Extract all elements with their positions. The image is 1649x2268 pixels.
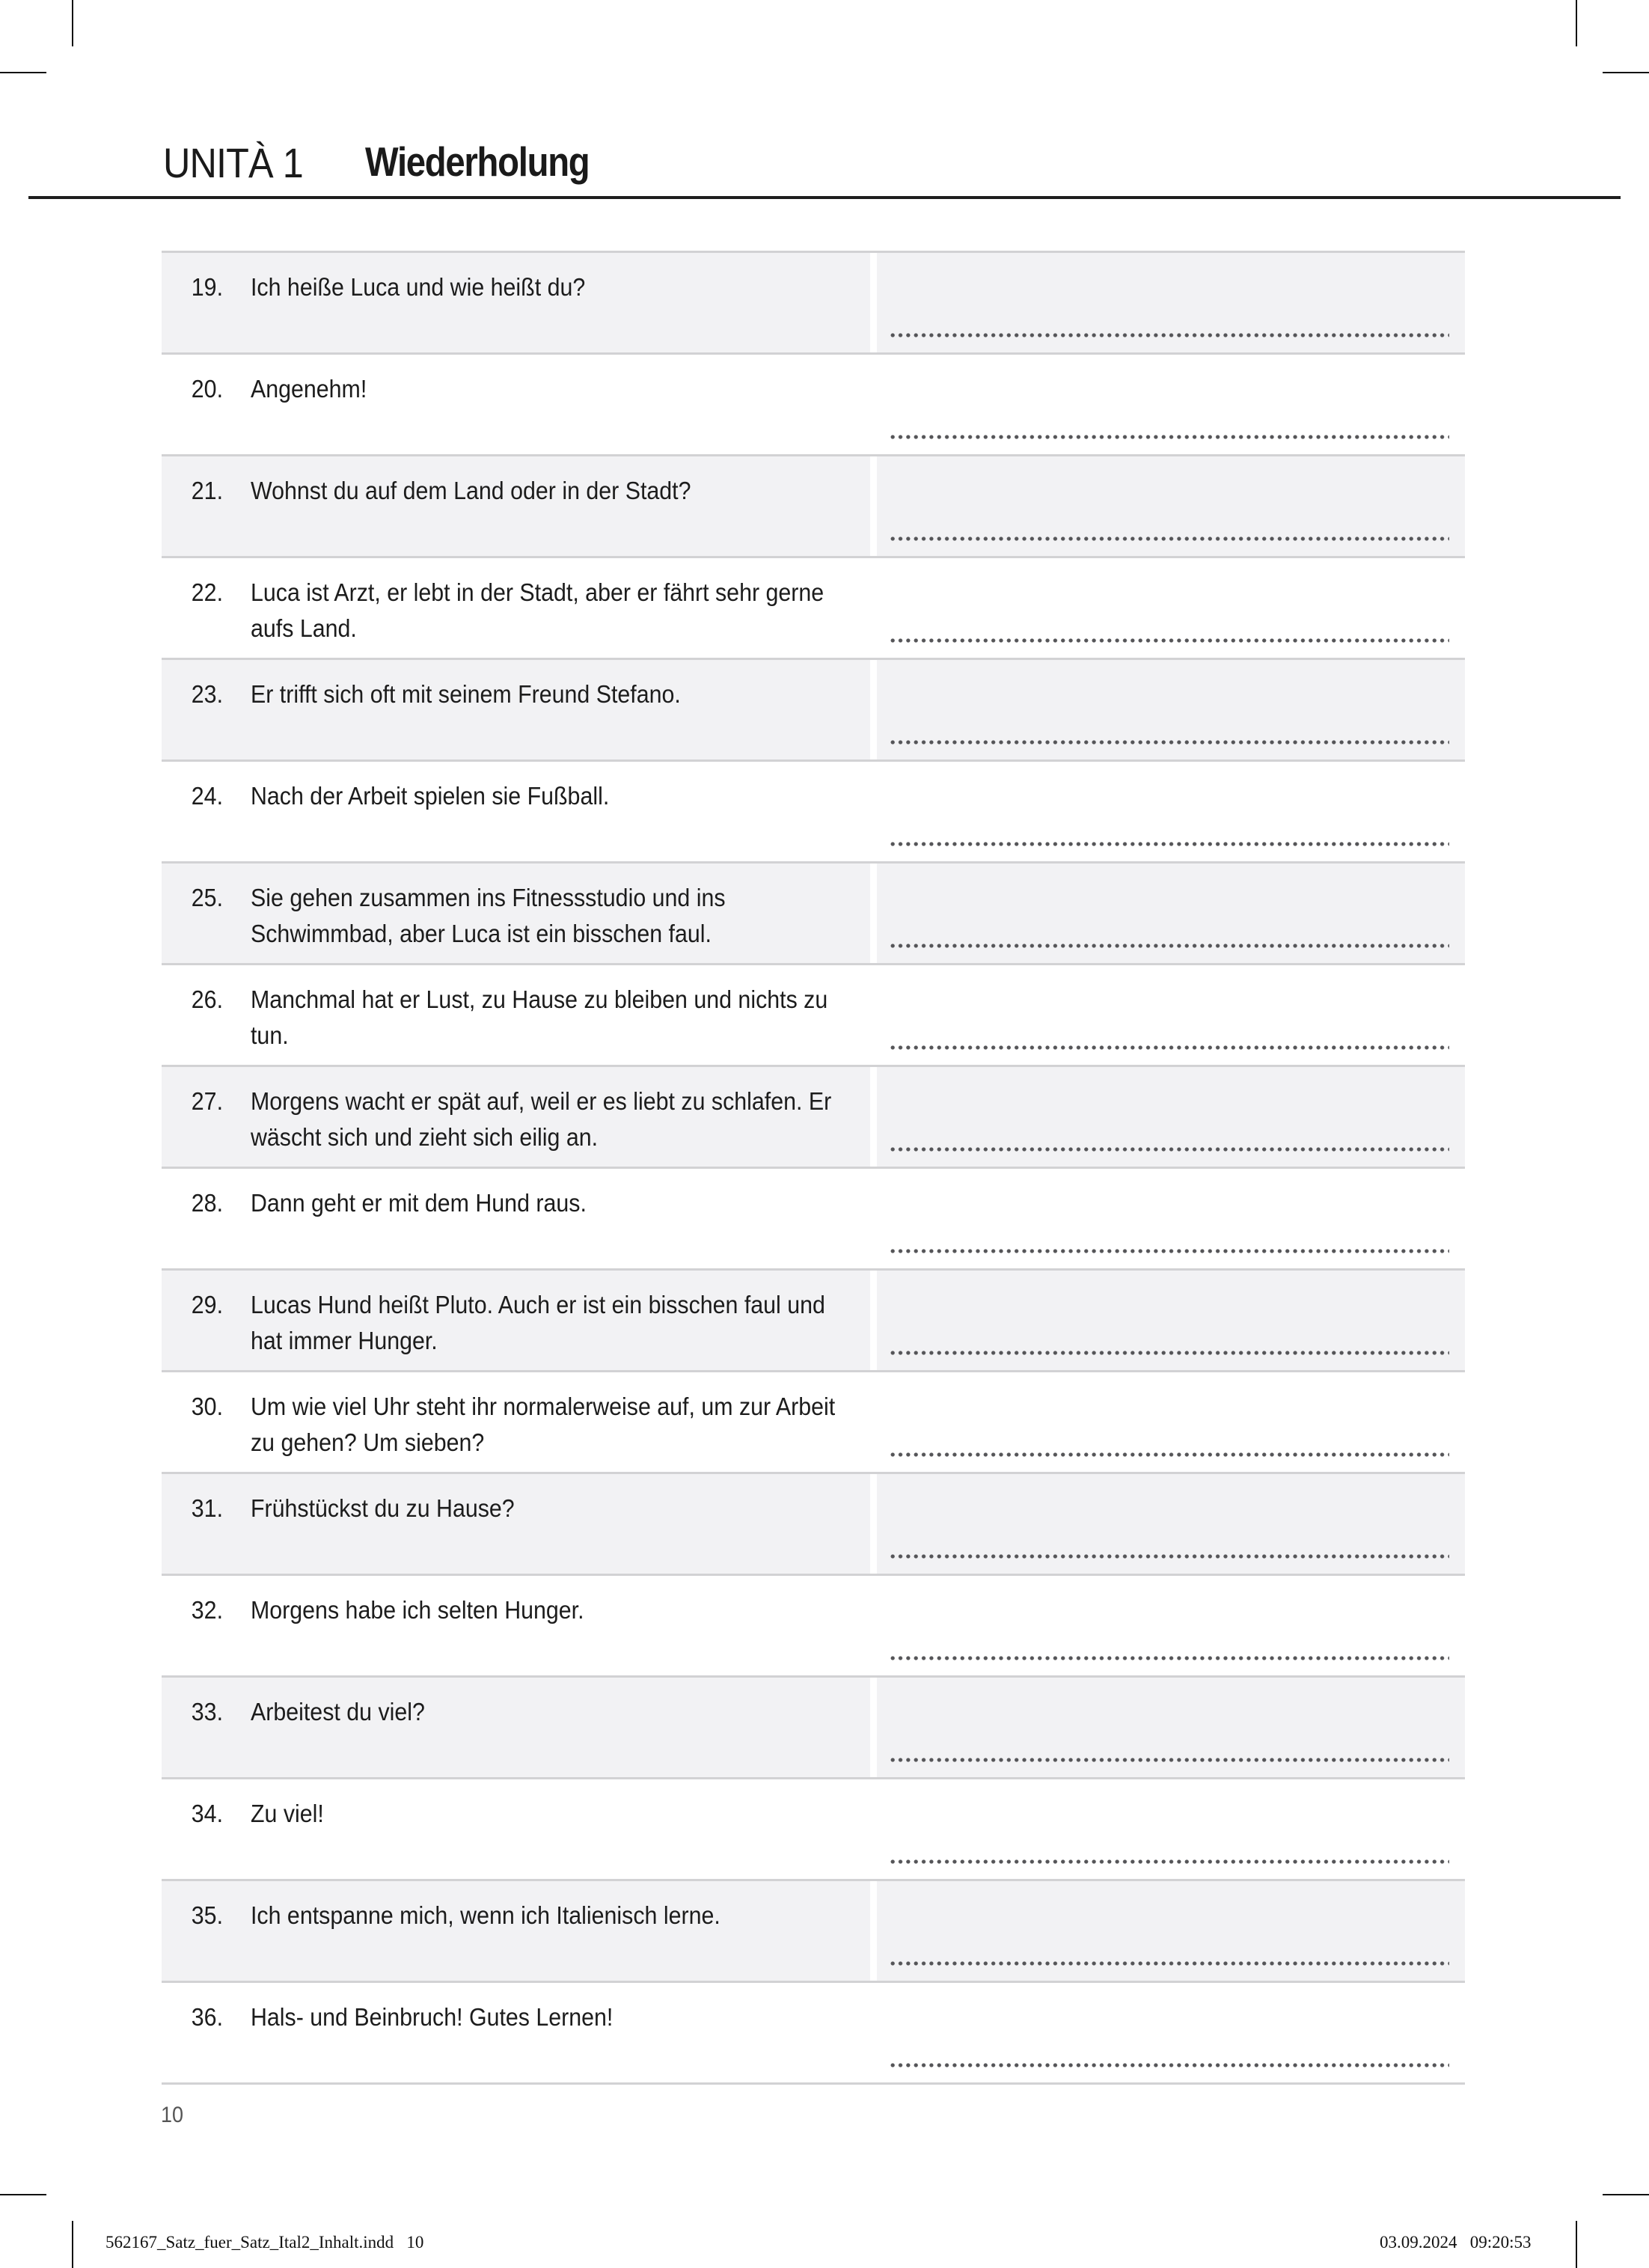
answer-cell[interactable] bbox=[877, 1983, 1465, 2082]
sentence-cell bbox=[162, 558, 870, 658]
answer-cell[interactable] bbox=[877, 1372, 1465, 1472]
table-row bbox=[162, 1879, 1465, 1981]
sentence-cell bbox=[162, 965, 870, 1065]
answer-cell[interactable] bbox=[877, 456, 1465, 556]
answer-dotted-line[interactable] bbox=[889, 435, 1449, 439]
table-row bbox=[162, 352, 1465, 454]
table-row bbox=[162, 1472, 1465, 1574]
answer-cell[interactable] bbox=[877, 762, 1465, 861]
exercise-table bbox=[162, 251, 1465, 2085]
table-row bbox=[162, 1167, 1465, 1268]
sentence-text: Lucas Hund heißt Pluto. Auch er ist ein bisschen faul und hat immer Hunger. bbox=[251, 1291, 825, 1354]
item-number: 23. bbox=[191, 680, 223, 708]
item-number: 22. bbox=[191, 578, 223, 606]
sentence-text: Morgens wacht er spät auf, weil er es liebt zu schlafen. Er wäscht sich und zieht sich eilig an. bbox=[251, 1087, 832, 1151]
item-number: 28. bbox=[191, 1189, 223, 1217]
answer-cell[interactable] bbox=[877, 1169, 1465, 1268]
print-slug-datetime: 03.09.2024 09:20:53 bbox=[1380, 2233, 1532, 2252]
item-number: 29. bbox=[191, 1291, 223, 1318]
table-row bbox=[162, 251, 1465, 352]
answer-dotted-line[interactable] bbox=[889, 1045, 1449, 1050]
item-number: 34. bbox=[191, 1800, 223, 1827]
item-number: 25. bbox=[191, 884, 223, 911]
table-row bbox=[162, 759, 1465, 861]
answer-dotted-line[interactable] bbox=[889, 1554, 1449, 1559]
crop-mark-top-left-vertical bbox=[72, 0, 73, 46]
table-row bbox=[162, 861, 1465, 963]
sentence-cell bbox=[162, 1474, 870, 1574]
sentence-text: Ich entspanne mich, wenn ich Italienisch lerne. bbox=[251, 1901, 721, 1929]
crop-mark-top-right-vertical bbox=[1576, 0, 1577, 46]
answer-dotted-line[interactable] bbox=[889, 1859, 1449, 1864]
crop-mark-top-left-horizontal bbox=[0, 72, 46, 73]
answer-dotted-line[interactable] bbox=[889, 944, 1449, 948]
crop-mark-bottom-left-horizontal bbox=[0, 2194, 46, 2195]
table-row bbox=[162, 658, 1465, 759]
sentence-cell bbox=[162, 1576, 870, 1675]
page-title: Wiederholung bbox=[365, 138, 590, 185]
sentence-text: Um wie viel Uhr steht ihr normalerweise auf, um zur Arbeit zu gehen? Um sieben? bbox=[251, 1393, 836, 1456]
answer-cell[interactable] bbox=[877, 1271, 1465, 1370]
sentence-cell bbox=[162, 1983, 870, 2082]
sentence-text: Arbeitest du viel? bbox=[251, 1698, 425, 1726]
answer-cell[interactable] bbox=[877, 1678, 1465, 1777]
table-row bbox=[162, 1370, 1465, 1472]
sentence-text: Angenehm! bbox=[251, 375, 367, 403]
sentence-text: Dann geht er mit dem Hund raus. bbox=[251, 1189, 587, 1217]
unit-label: UNITÀ 1 bbox=[163, 139, 303, 186]
answer-dotted-line[interactable] bbox=[889, 537, 1449, 541]
table-row bbox=[162, 963, 1465, 1065]
item-number: 33. bbox=[191, 1698, 223, 1726]
header-divider bbox=[28, 196, 1621, 199]
sentence-text: Hals- und Beinbruch! Gutes Lernen! bbox=[251, 2003, 614, 2031]
sentence-cell bbox=[162, 864, 870, 963]
sentence-text: Zu viel! bbox=[251, 1800, 324, 1827]
answer-dotted-line[interactable] bbox=[889, 842, 1449, 846]
table-row bbox=[162, 1574, 1465, 1675]
sentence-cell bbox=[162, 456, 870, 556]
table-row bbox=[162, 454, 1465, 556]
sentence-text: Frühstückst du zu Hause? bbox=[251, 1494, 515, 1522]
answer-cell[interactable] bbox=[877, 864, 1465, 963]
answer-dotted-line[interactable] bbox=[889, 2063, 1449, 2067]
answer-dotted-line[interactable] bbox=[889, 1961, 1449, 1966]
crop-mark-bottom-right-horizontal bbox=[1603, 2194, 1649, 2195]
answer-dotted-line[interactable] bbox=[889, 740, 1449, 745]
sentence-text: Manchmal hat er Lust, zu Hause zu bleiben und nichts zu tun. bbox=[251, 985, 828, 1049]
answer-dotted-line[interactable] bbox=[889, 1758, 1449, 1762]
crop-mark-bottom-right-vertical bbox=[1576, 2221, 1577, 2268]
answer-cell[interactable] bbox=[877, 253, 1465, 352]
sentence-cell bbox=[162, 1372, 870, 1472]
table-row bbox=[162, 1675, 1465, 1777]
crop-mark-bottom-left-vertical bbox=[72, 2221, 73, 2268]
sentence-text: Nach der Arbeit spielen sie Fußball. bbox=[251, 782, 610, 810]
sentence-text: Ich heiße Luca und wie heißt du? bbox=[251, 273, 586, 301]
answer-cell[interactable] bbox=[877, 1576, 1465, 1675]
sentence-text: Sie gehen zusammen ins Fitnessstudio und ins Schwimmbad, aber Luca ist ein bisschen faul. bbox=[251, 884, 726, 947]
table-row bbox=[162, 1777, 1465, 1879]
item-number: 36. bbox=[191, 2003, 223, 2031]
item-number: 32. bbox=[191, 1596, 223, 1624]
sentence-cell bbox=[162, 762, 870, 861]
crop-mark-top-right-horizontal bbox=[1603, 72, 1649, 73]
table-row bbox=[162, 1065, 1465, 1167]
item-number: 26. bbox=[191, 985, 223, 1013]
item-number: 24. bbox=[191, 782, 223, 810]
answer-dotted-line[interactable] bbox=[889, 1656, 1449, 1660]
table-row bbox=[162, 556, 1465, 658]
table-row bbox=[162, 1981, 1465, 2085]
answer-dotted-line[interactable] bbox=[889, 1452, 1449, 1457]
page-number: 10 bbox=[161, 2103, 184, 2127]
answer-dotted-line[interactable] bbox=[889, 333, 1449, 337]
sentence-cell bbox=[162, 1779, 870, 1879]
sentence-text: Luca ist Arzt, er lebt in der Stadt, aber er fährt sehr gerne aufs Land. bbox=[251, 578, 824, 642]
answer-dotted-line[interactable] bbox=[889, 1147, 1449, 1152]
answer-cell[interactable] bbox=[877, 1474, 1465, 1574]
item-number: 31. bbox=[191, 1494, 223, 1522]
item-number: 20. bbox=[191, 375, 223, 403]
answer-dotted-line[interactable] bbox=[889, 1249, 1449, 1253]
sentence-text: Er trifft sich oft mit seinem Freund Stefano. bbox=[251, 680, 681, 708]
answer-cell[interactable] bbox=[877, 1881, 1465, 1981]
sentence-cell bbox=[162, 253, 870, 352]
sentence-cell bbox=[162, 1678, 870, 1777]
sentence-cell bbox=[162, 1169, 870, 1268]
sentence-cell bbox=[162, 1881, 870, 1981]
answer-cell[interactable] bbox=[877, 1067, 1465, 1167]
answer-cell[interactable] bbox=[877, 355, 1465, 454]
item-number: 35. bbox=[191, 1901, 223, 1929]
answer-cell[interactable] bbox=[877, 965, 1465, 1065]
sentence-cell bbox=[162, 660, 870, 759]
item-number: 27. bbox=[191, 1087, 223, 1115]
answer-cell[interactable] bbox=[877, 558, 1465, 658]
sentence-cell bbox=[162, 355, 870, 454]
answer-cell[interactable] bbox=[877, 660, 1465, 759]
answer-dotted-line[interactable] bbox=[889, 1351, 1449, 1355]
item-number: 30. bbox=[191, 1393, 223, 1420]
sentence-cell bbox=[162, 1067, 870, 1167]
sentence-text: Wohnst du auf dem Land oder in der Stadt? bbox=[251, 477, 691, 504]
item-number: 21. bbox=[191, 477, 223, 504]
sentence-cell bbox=[162, 1271, 870, 1370]
print-slug-filename: 562167_Satz_fuer_Satz_Ital2_Inhalt.indd 10 bbox=[105, 2233, 424, 2252]
table-row bbox=[162, 1268, 1465, 1370]
answer-dotted-line[interactable] bbox=[889, 638, 1449, 643]
item-number: 19. bbox=[191, 273, 223, 301]
answer-cell[interactable] bbox=[877, 1779, 1465, 1879]
sentence-text: Morgens habe ich selten Hunger. bbox=[251, 1596, 584, 1624]
